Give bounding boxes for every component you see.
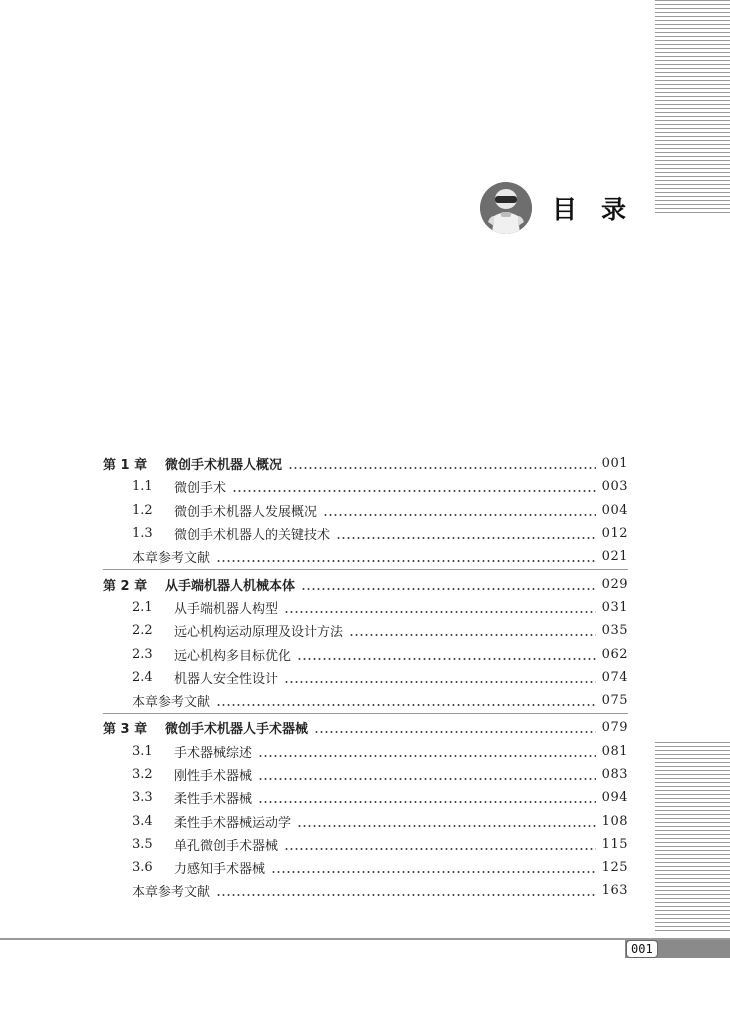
dot-leader (271, 861, 596, 874)
toc-page-number: 074 (601, 669, 628, 685)
toc-number: 第 1 章 (103, 458, 148, 474)
robot-icon (480, 182, 532, 234)
toc-page-number: 163 (601, 883, 628, 899)
title-block (480, 180, 650, 236)
toc-label: 本章参考文献 (132, 551, 211, 567)
toc-section-row[interactable] (103, 833, 628, 856)
dot-leader (258, 791, 596, 804)
toc-refs-row[interactable] (103, 545, 628, 568)
toc-number: 2.2 (132, 623, 153, 639)
toc-number: 2.3 (132, 646, 153, 662)
chapter-separator (103, 569, 628, 570)
dot-leader (258, 745, 596, 758)
toc-page-number: 021 (601, 549, 628, 565)
dot-leader (284, 838, 596, 851)
toc-section-row[interactable] (103, 809, 628, 832)
toc-page-number: 125 (601, 860, 628, 876)
toc-page-number: 075 (601, 693, 628, 709)
toc-label: 刚性手术器械 (174, 769, 253, 784)
dot-leader (297, 815, 596, 828)
toc-section-row[interactable] (103, 522, 628, 545)
toc-number: 第 2 章 (103, 578, 148, 594)
table-of-contents (103, 452, 628, 903)
toc-section-row[interactable] (103, 596, 628, 619)
dot-leader (284, 671, 596, 684)
chapter-separator (103, 713, 628, 714)
dot-leader (314, 721, 596, 734)
toc-number: 3.1 (132, 743, 153, 759)
toc-page-number: 115 (601, 836, 628, 852)
dot-leader (216, 694, 596, 707)
toc-chapter-row[interactable] (103, 452, 628, 475)
toc-label: 单孔微创手术器械 (174, 838, 279, 854)
toc-label: 微创手术机器人发展概况 (174, 504, 318, 520)
toc-number: 2.1 (132, 599, 153, 615)
toc-section-row[interactable] (103, 763, 628, 786)
toc-label: 远心机构多目标优化 (174, 648, 292, 664)
dot-leader (258, 768, 596, 781)
toc-label: 微创手术机器人手术器械 (165, 722, 309, 738)
toc-label: 微创手术 (174, 481, 227, 497)
toc-number: 2.4 (132, 669, 153, 685)
toc-section-row[interactable] (103, 475, 628, 498)
toc-label: 微创手术机器人的关键技术 (174, 528, 331, 544)
toc-page-number: 003 (601, 479, 628, 495)
dot-leader (216, 550, 596, 563)
toc-page-number: 035 (601, 623, 628, 639)
toc-section-row[interactable] (103, 786, 628, 809)
toc-number: 3.5 (132, 836, 153, 852)
decorative-stripes-top (655, 0, 730, 215)
toc-label: 从手端机器人构型 (174, 601, 279, 617)
dot-leader (323, 504, 596, 517)
toc-section-row[interactable] (103, 642, 628, 665)
toc-page-number: 062 (601, 646, 628, 662)
toc-label: 手术器械综述 (174, 745, 253, 761)
toc-page-number: 004 (601, 502, 628, 518)
toc-section-row[interactable] (103, 666, 628, 689)
toc-number: 3.6 (132, 860, 153, 876)
footer-rule (0, 938, 730, 940)
toc-number: 3.3 (132, 790, 153, 806)
toc-page-number: 031 (601, 599, 628, 615)
dot-leader (336, 527, 596, 540)
toc-label: 柔性手术器械运动学 (174, 815, 292, 831)
toc-number: 3.2 (132, 767, 153, 782)
dot-leader (284, 601, 596, 614)
toc-refs-row[interactable] (103, 879, 628, 902)
toc-page-number: 029 (601, 576, 628, 592)
toc-section-row[interactable] (103, 499, 628, 522)
toc-page-number: 108 (601, 813, 628, 829)
dot-leader (232, 480, 596, 493)
toc-label: 远心机构运动原理及设计方法 (174, 625, 344, 641)
dot-leader (297, 648, 596, 661)
toc-label: 柔性手术器械 (174, 792, 253, 808)
toc-page-number: 012 (601, 526, 628, 542)
toc-chapter-row[interactable] (103, 716, 628, 739)
toc-chapter-row[interactable] (103, 572, 628, 595)
toc-section-row[interactable] (103, 619, 628, 642)
toc-number: 1.1 (132, 479, 153, 495)
toc-label: 本章参考文献 (132, 885, 211, 901)
dot-leader (349, 624, 596, 637)
toc-page-number: 079 (601, 720, 628, 736)
page-title: 目录 (552, 195, 651, 224)
page-number: 001 (626, 940, 658, 958)
toc-number: 1.2 (132, 502, 153, 518)
decorative-stripes-bottom (655, 742, 730, 932)
toc-label: 微创手术机器人概况 (165, 458, 283, 474)
toc-refs-row[interactable] (103, 689, 628, 712)
dot-leader (301, 578, 596, 591)
dot-leader (288, 457, 596, 470)
toc-page-number: 081 (601, 743, 628, 759)
dot-leader (216, 884, 596, 897)
toc-section-row[interactable] (103, 740, 628, 763)
toc-label: 从手端机器人机械本体 (165, 578, 296, 594)
toc-section-row[interactable] (103, 856, 628, 879)
toc-page-number: 001 (601, 456, 628, 472)
toc-label: 机器人安全性设计 (174, 671, 279, 687)
toc-page-number: 083 (601, 767, 628, 782)
toc-page-number: 094 (601, 790, 628, 806)
toc-number: 3.4 (132, 813, 153, 829)
toc-number: 第 3 章 (103, 722, 148, 738)
toc-label: 本章参考文献 (132, 695, 211, 711)
toc-number: 1.3 (132, 526, 153, 542)
toc-label: 力感知手术器械 (174, 862, 266, 878)
